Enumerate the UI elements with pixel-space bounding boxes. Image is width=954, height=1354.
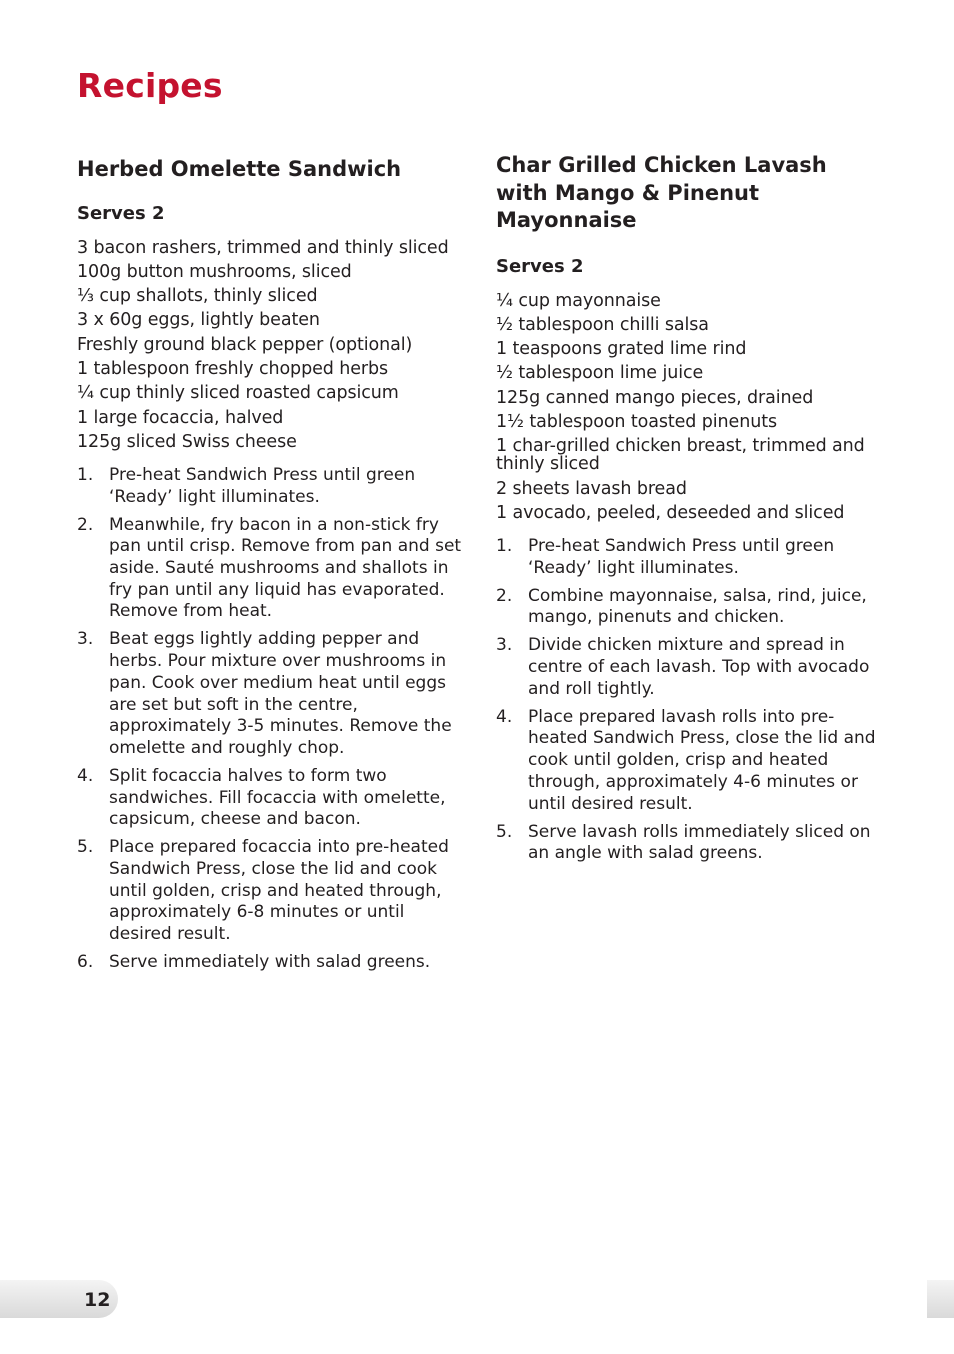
ingredient-item: 1 avocado, peeled, deseeded and sliced — [496, 502, 845, 523]
serves-label: Serves 2 — [77, 202, 165, 224]
step-text: Serve immediately with salad greens. — [109, 952, 431, 973]
step-text: Divide chicken mixture and spread in centre of each lavash. Top with avocado and roll tightly. — [528, 635, 870, 699]
recipe-title-line: with Mango & Pinenut — [496, 180, 760, 205]
recipe-column-left — [77, 152, 462, 980]
step-number: 6. — [77, 952, 94, 973]
ingredient-item: ¼ cup mayonnaise — [496, 290, 661, 311]
ingredient-item: Freshly ground black pepper (optional) — [77, 334, 413, 355]
method-step — [496, 635, 882, 700]
ingredient-item: 100g button mushrooms, sliced — [77, 261, 352, 282]
ingredient-item: 1 tablespoon freshly chopped herbs — [77, 358, 388, 379]
method-step — [77, 837, 462, 946]
recipe-column-right — [496, 152, 882, 871]
ingredient-item: 3 bacon rashers, trimmed and thinly sliced — [77, 237, 449, 258]
step-number: 3. — [496, 635, 513, 656]
step-text: Combine mayonnaise, salsa, rind, juice, mango, pinenuts and chicken. — [528, 585, 867, 628]
step-number: 4. — [77, 765, 94, 786]
method-step — [496, 536, 882, 579]
ingredient-item: 3 x 60g eggs, lightly beaten — [77, 310, 320, 331]
method-step — [77, 629, 462, 759]
ingredient-item: ⅓ cup shallots, thinly sliced — [77, 286, 318, 307]
step-text: Split focaccia halves to form two sandwiches. Fill focaccia with omelette, capsicum, cheese and bacon. — [109, 765, 446, 830]
step-number: 5. — [496, 821, 513, 842]
step-number: 5. — [77, 837, 94, 858]
step-text: Place prepared focaccia into pre-heated Sandwich Press, close the lid and cook until golden, crisp and heated through, approximately 6-8 minutes or until desired result. — [109, 837, 449, 945]
method-steps — [496, 536, 882, 865]
recipe-title — [496, 152, 882, 235]
step-text: Place prepared lavash rolls into pre-heated Sandwich Press, close the lid and cook until golden, crisp and heated through, approximately 4-6 minutes or until desired result. — [528, 706, 876, 814]
step-text: Beat eggs lightly adding pepper and herbs. Pour mixture over mushrooms in pan. Cook over medium heat until eggs are set but soft in the centre, approximately 3-5 minutes. Remove the omelette and roughly chop. — [109, 629, 452, 758]
serves-label: Serves 2 — [496, 255, 584, 277]
recipe-title-line: Mayonnaise — [496, 208, 637, 232]
step-number: 2. — [496, 585, 513, 606]
method-steps — [77, 465, 462, 974]
step-number: 1. — [496, 535, 513, 556]
ingredient-item: 1 char-grilled chicken breast, trimmed and thinly sliced — [496, 436, 865, 475]
recipe-title — [77, 156, 462, 184]
method-step — [77, 515, 462, 624]
method-step — [496, 586, 882, 629]
step-text: Pre-heat Sandwich Press until green ‘Ready’ light illuminates. — [528, 535, 835, 578]
ingredient-list — [77, 239, 462, 451]
method-step — [77, 465, 462, 508]
ingredient-item: 1 large focaccia, halved — [77, 407, 284, 428]
page-title: Recipes — [77, 66, 223, 105]
ingredient-item: 1½ tablespoon toasted pinenuts — [496, 411, 777, 432]
ingredient-item: 125g sliced Swiss cheese — [77, 431, 297, 452]
ingredient-list — [496, 292, 882, 522]
method-step — [77, 766, 462, 831]
step-text: Serve lavash rolls immediately sliced on an angle with salad greens. — [528, 821, 871, 864]
step-number: 4. — [496, 706, 513, 727]
recipe-title-line: Herbed Omelette Sandwich — [77, 157, 402, 181]
ingredient-item: ½ tablespoon chilli salsa — [496, 314, 709, 335]
step-number: 2. — [77, 514, 94, 535]
page-number: 12 — [84, 1289, 111, 1311]
ingredient-item: 1 teaspoons grated lime rind — [496, 339, 747, 360]
method-step — [496, 822, 882, 865]
ingredient-item: ¼ cup thinly sliced roasted capsicum — [77, 383, 399, 404]
method-step — [496, 707, 882, 816]
ingredient-item: ½ tablespoon lime juice — [496, 363, 704, 384]
recipe-title-line: Char Grilled Chicken Lavash — [496, 153, 827, 177]
method-step — [77, 952, 462, 974]
edge-tab — [927, 1280, 954, 1318]
ingredient-item: 2 sheets lavash bread — [496, 478, 687, 499]
step-text: Meanwhile, fry bacon in a non-stick fry pan until crisp. Remove from pan and set aside. Sauté mushrooms and shallots in fry pan until any liquid has evaporated. Remove from heat. — [109, 514, 462, 622]
ingredient-item: 125g canned mango pieces, drained — [496, 387, 814, 408]
step-number: 1. — [77, 464, 94, 485]
step-text: Pre-heat Sandwich Press until green ‘Ready’ light illuminates. — [109, 464, 416, 507]
step-number: 3. — [77, 629, 94, 650]
